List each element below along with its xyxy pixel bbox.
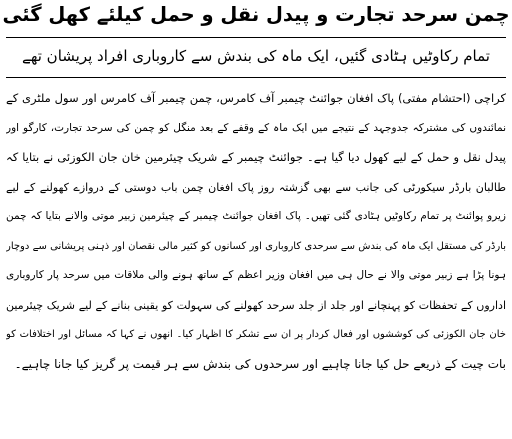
divider-top [6, 37, 506, 38]
subheadline: تمام رکاوٹیں ہٹادی گئیں، ایک ماہ کی بندش سے کاروباری افراد پریشان تھے [22, 47, 490, 65]
body-line: اداروں کے تحفظات کو پہنچانے اور جلد از جلد سرحد کھولنے کی سہولت کو یقینی بنانے کے لیے شریک چیئرمین [6, 298, 506, 312]
headline: چمن سرحد تجارت و پیدل نقل و حمل کیلئے کھل گئی [2, 3, 510, 26]
body-line: پیدل نقل و حمل کے لیے کھول دیا گیا ہے۔ جوائنٹ چیمبر کے شریک چیئرمین خان جان الکوزئی نے بتایا کہ [6, 150, 506, 164]
body-line: طالبان بارڈر سیکورٹی کی جانب سے بھی گزشتہ روز پاک افغان چمن باب دوستی کے دروازے کھولنے کے لیے [6, 180, 506, 194]
article-body [6, 84, 506, 379]
body-line: بات چیت کے ذریعے حل کیا جانا چاہیے اور سرحدوں کی بندش سے ہر قیمت پر گریز کیا جانا چاہیے۔ [14, 356, 506, 371]
body-line: ہونا پڑا ہے زبیر موتی والا نے حال ہی میں افغان وزیر اعظم کے ساتھ ہونے والی ملاقات میں سرحد پار کاروباری [6, 269, 506, 281]
body-line: خان جان الکوزئی کی کوششوں اور فعال کردار پر ان سے تشکر کا اظہار کیا۔ انھوں نے کہا کہ مسائل اور اختلافات کو [6, 329, 506, 340]
body-line: بارڈر کی مستقل ایک ماہ کی بندش سے سرحدی کاروباری اور کسانوں کو کثیر مالی نقصان اور ذہنی پریشانی سے دوچار [6, 240, 506, 252]
body-line: زیرو پوائنٹ پر تمام رکاوٹیں ہٹادی گئی تھیں۔ پاک افغان جوائنٹ چیمبر کے چیئرمین زبیر موتی والانے بتایا کہ چمن [6, 210, 506, 222]
divider-bottom [6, 77, 506, 78]
body-line: کراچی (احتشام مفتی) پاک افغان جوائنٹ چیمبر آف کامرس، چمن چیمبر آف کامرس اور سول ملٹری کے [6, 91, 506, 105]
body-line: نمائندوں کی مشترکہ جدوجہد کے نتیجے میں ایک ماہ کے وقفے کے بعد منگل کو چمن کی سرحد تجارت، کارگو اور [6, 121, 506, 134]
